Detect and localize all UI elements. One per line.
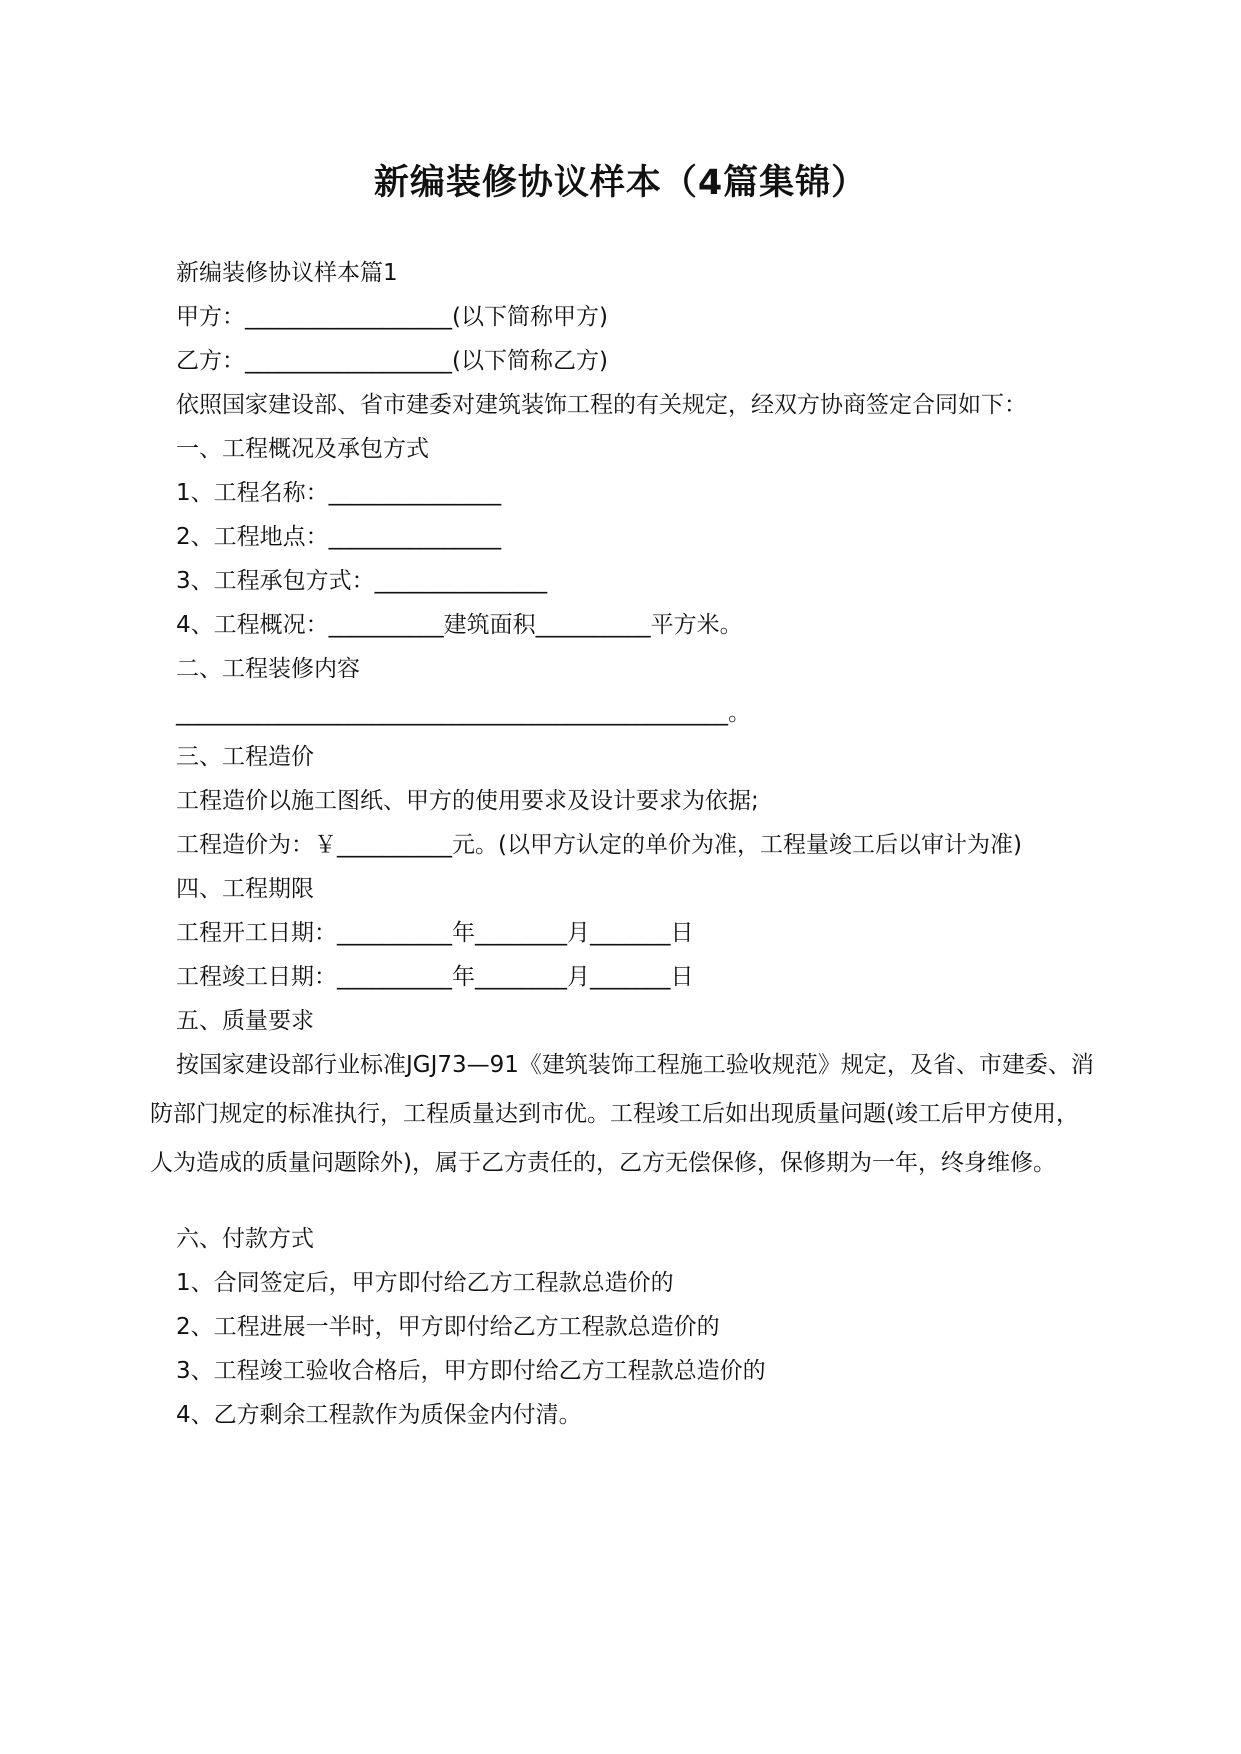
document-title: 新编装修协议样本（4篇集锦） [373,163,868,203]
decoration-content-line: ________________________________________________。 [176,700,751,726]
party-a-line: 甲方：__________________(以下简称甲方) [176,304,608,330]
intro-line: 依照国家建设部、省市建委对建筑装饰工程的有关规定，经双方协商签定合同如下： [176,392,1027,418]
project-overview-line: 4、工程概况：__________建筑面积__________平方米。 [176,612,743,638]
section-1-heading: 一、工程概况及承包方式 [176,436,429,462]
project-location-line: 2、工程地点：_______________ [176,524,502,550]
completion-date-line: 工程竣工日期：__________年________月_______日 [176,964,694,990]
section-4-heading: 四、工程期限 [176,876,314,902]
payment-line-1: 1、合同签定后，甲方即付给乙方工程款总造价的 [176,1270,674,1296]
contract-method-line: 3、工程承包方式：_______________ [176,568,548,594]
section-heading: 新编装修协议样本篇1 [176,260,398,286]
party-b-line: 乙方：__________________(以下简称乙方) [176,348,608,374]
payment-line-2: 2、工程进展一半时，甲方即付给乙方工程款总造价的 [176,1314,720,1340]
quality-paragraph: 按国家建设部行业标准JGJ73—91《建筑装饰工程施工验收规范》规定，及省、市建委、消防部门规定的标准执行，工程质量达到市优。工程竣工后如出现质量问题(竣工后甲方使用，人为造成的质量问题除外)，属于乙方责任的，乙方无偿保修，保修期为一年，终身维修。 [150,1052,1094,1176]
cost-basis-line: 工程造价以施工图纸、甲方的使用要求及设计要求为依据; [176,788,759,814]
section-5-heading: 五、质量要求 [176,1008,314,1034]
payment-line-4: 4、乙方剩余工程款作为质保金内付清。 [176,1402,582,1428]
section-6-heading: 六、付款方式 [176,1226,314,1252]
payment-line-3: 3、工程竣工验收合格后，甲方即付给乙方工程款总造价的 [176,1358,766,1384]
start-date-line: 工程开工日期：__________年________月_______日 [176,920,694,946]
section-3-heading: 三、工程造价 [176,744,314,770]
section-2-heading: 二、工程装修内容 [176,656,360,682]
project-name-line: 1、工程名称：_______________ [176,480,502,506]
cost-amount-line: 工程造价为：￥__________元。(以甲方认定的单价为准，工程量竣工后以审计为准) [176,832,1022,858]
